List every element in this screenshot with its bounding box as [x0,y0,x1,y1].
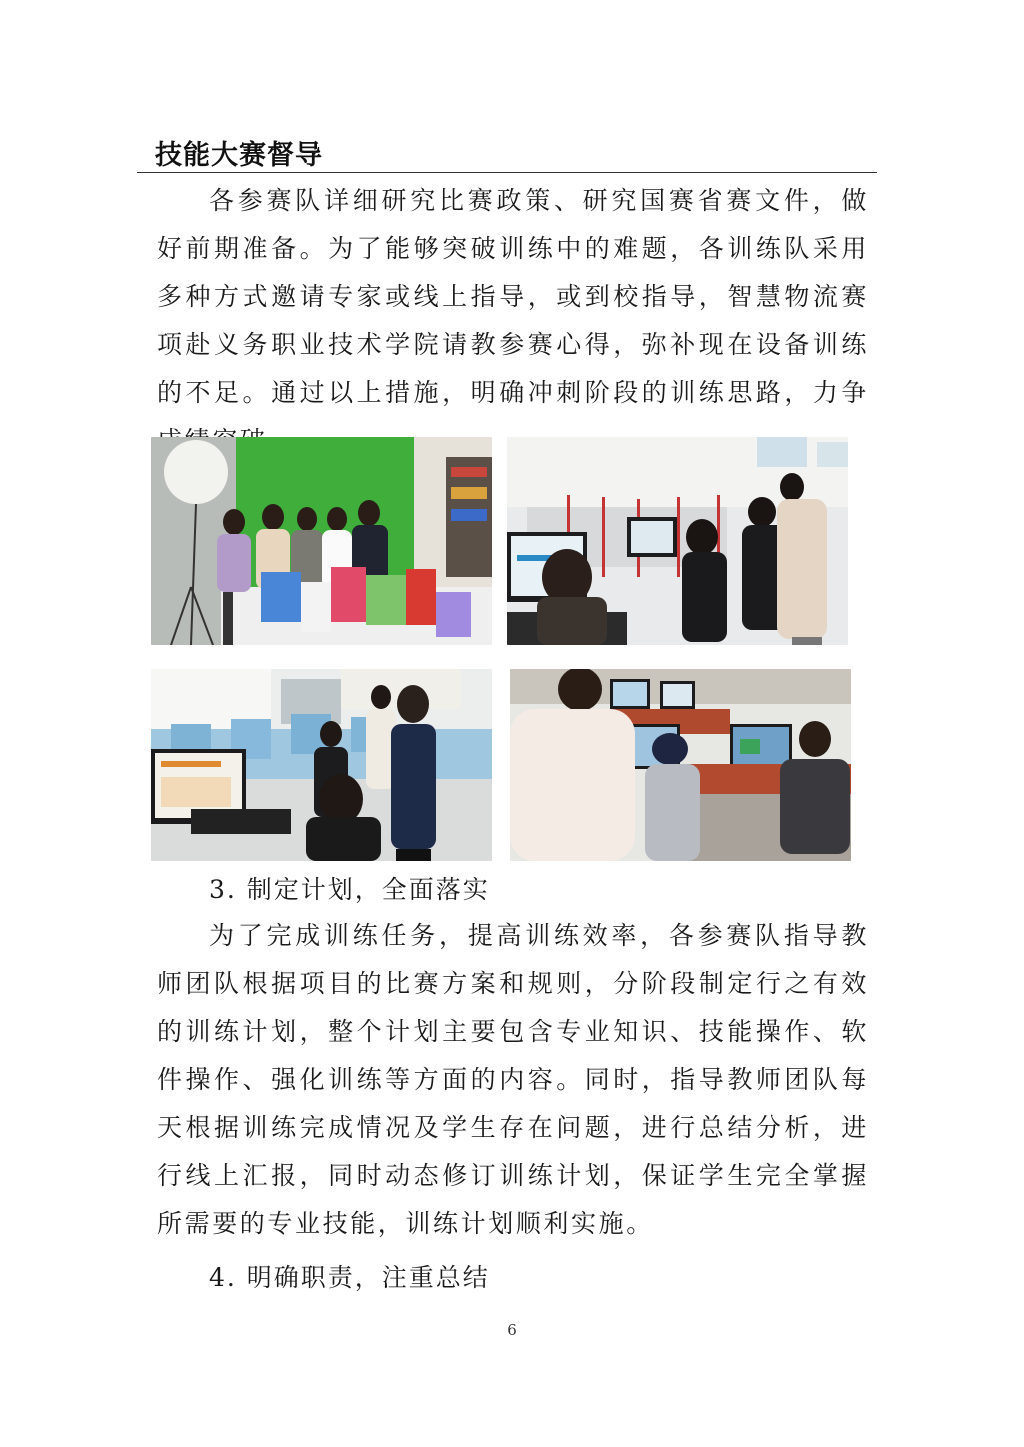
photo-computer-lab-group [507,437,848,645]
header-rule [137,172,877,173]
subheading-3: 3. 制定计划，全面落实 [209,875,490,904]
paragraph-plan: 为了完成训练任务，提高训练效率，各参赛队指导教师团队根据项目的比赛方案和规则，分阶段制定行之有效的训练计划，整个计划主要包含专业知识、技能操作、软件操作、强化训练等方面的内容。同时，指导教师团队每天根据训练完成情况及学生存在问题，进行总结分析，进行线上汇报，同时动态修订训练计划，保证学生完全掌握所需要的专业技能，训练计划顺利实施。 [157,921,869,1238]
photo-teacher-computer-room [151,669,492,861]
photo-students-monitors [510,669,851,861]
photo-green-screen-studio [151,437,492,645]
paragraph-preparation: 各参赛队详细研究比赛政策、研究国赛省赛文件，做好前期准备。为了能够突破训练中的难题，各训练队采用多种方式邀请专家或线上指导，或到校指导，智慧物流赛项赴义务职业技术学院请教参赛心得，弥补现在设备训练的不足。通过以上措施，明确冲刺阶段的训练思路，力争 [157,186,869,407]
section-header: 技能大赛督导 [155,140,323,171]
subheading-4: 4. 明确职责，注重总结 [209,1263,490,1292]
page-number: 6 [507,1321,517,1339]
